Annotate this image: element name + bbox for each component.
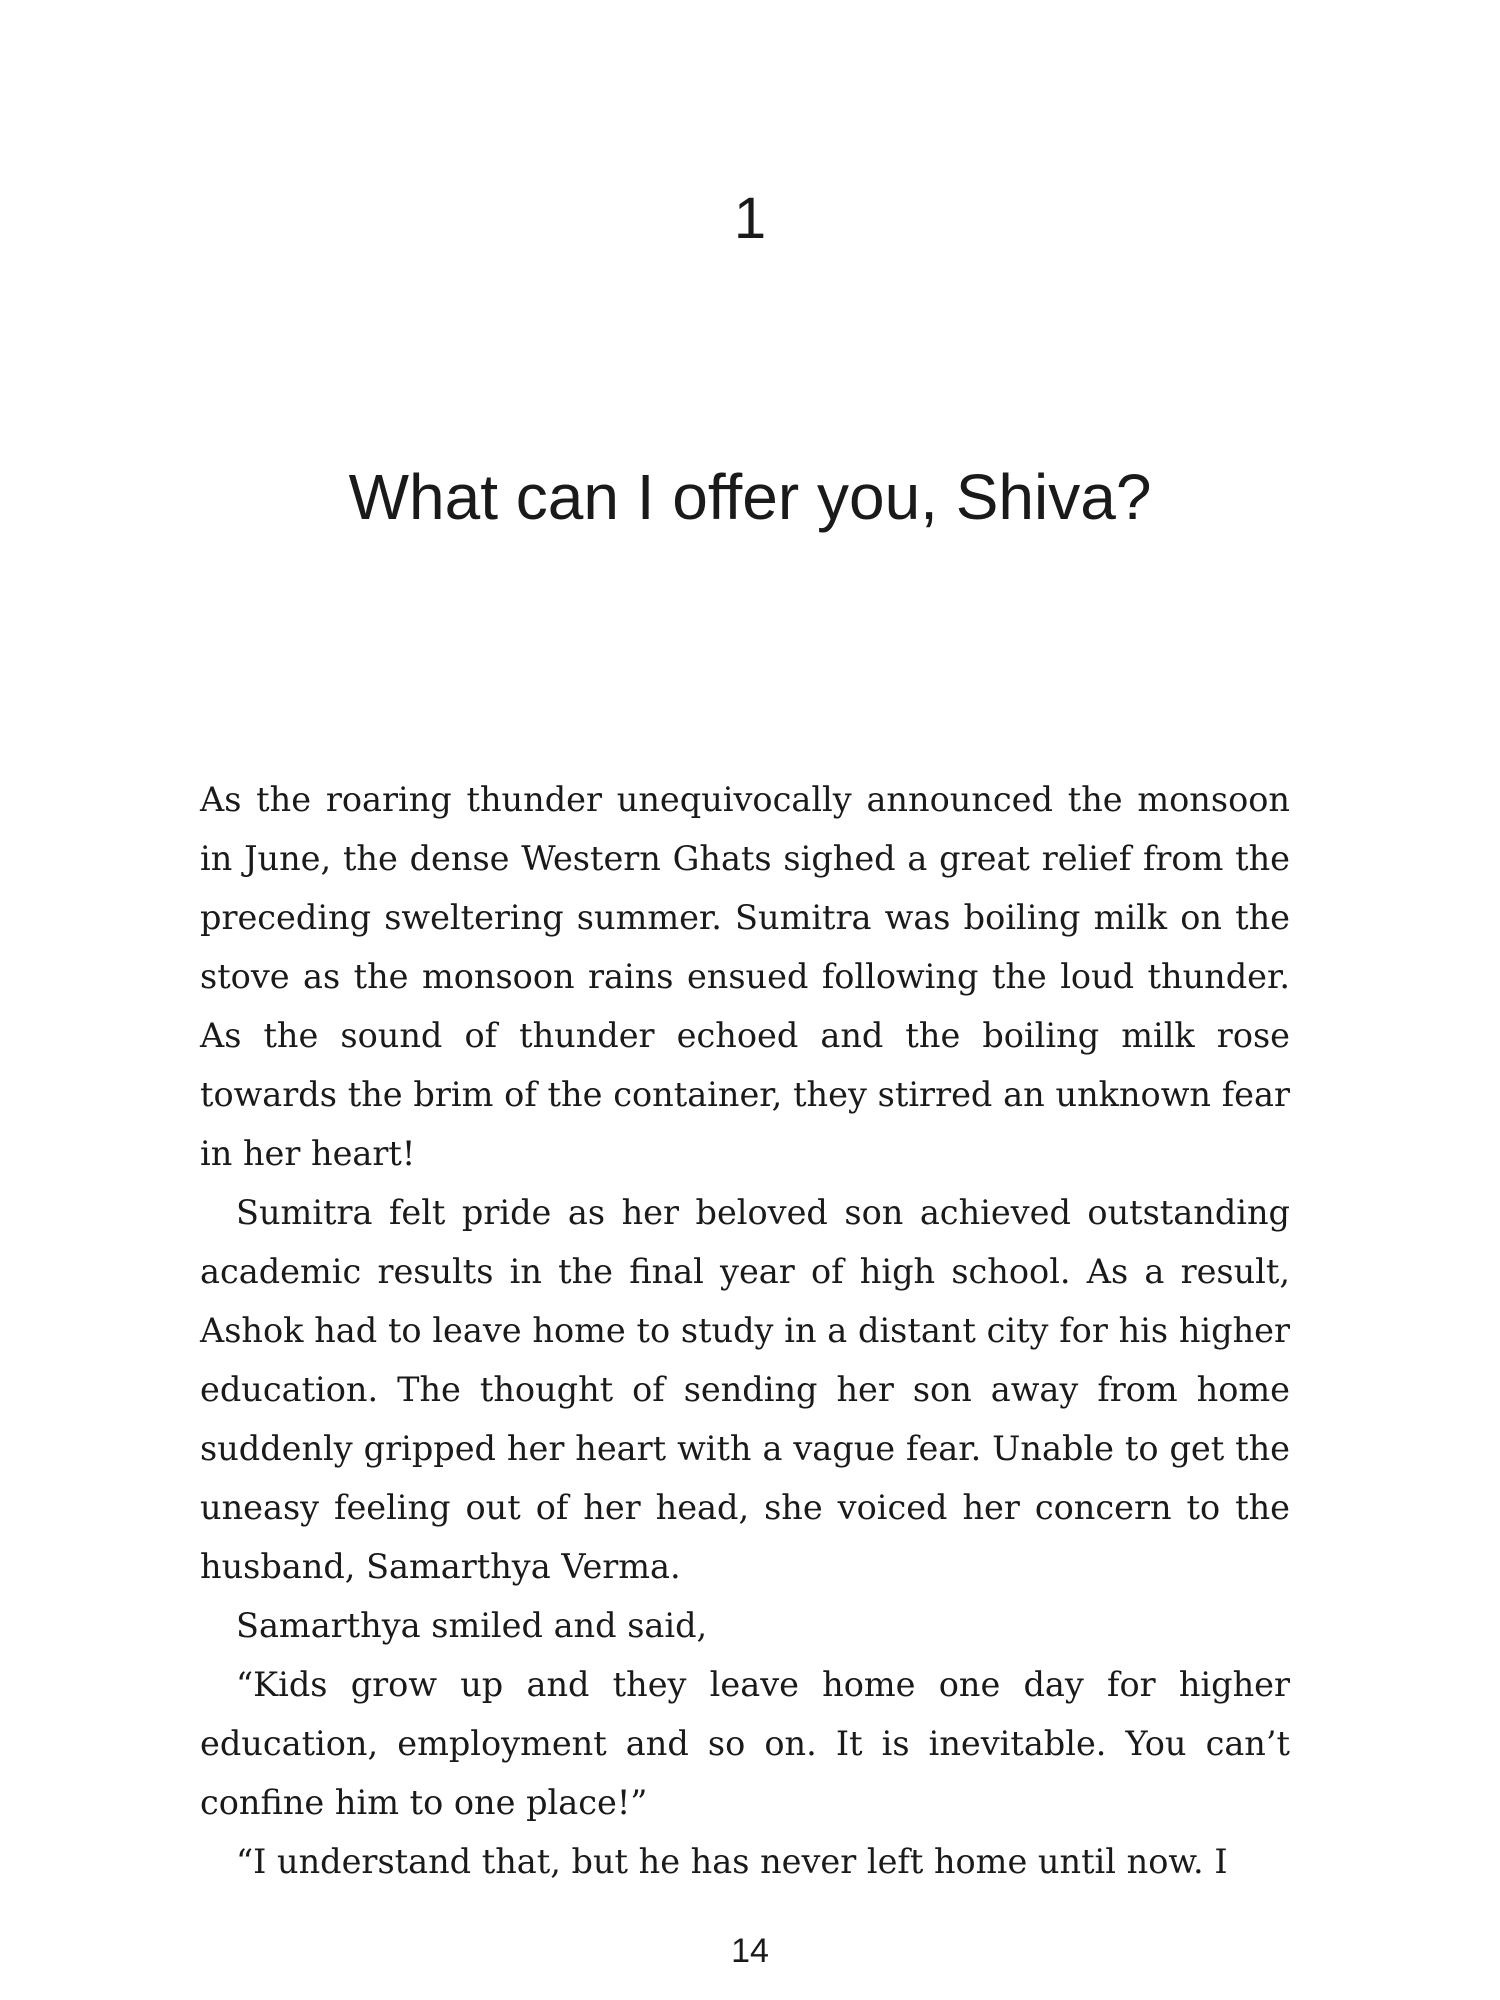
paragraph: “Kids grow up and they leave home one day for higher education, employment and so on. It is inevitable. You can’t confine him to one place!”	[200, 1665, 1290, 1822]
chapter-title: What can I offer you, Shiva?	[348, 461, 1152, 533]
paragraph: “I understand that, but he has never left home until now. I	[236, 1842, 1228, 1881]
paragraph: Samarthya smiled and said,	[236, 1606, 708, 1645]
page-number: 14	[731, 1932, 769, 1970]
paragraph: As the roaring thunder unequivocally announced the monsoon in June, the dense Western Ghats sighed a great relief from the preceding sweltering summer. Sumitra was boiling milk on the stove as the monsoon rains ensued following the loud thunder. As the sound of thunder echoed and the boiling milk rose towards the brim of the container, they stirred an unknown fear in her heart!	[200, 780, 1290, 1173]
chapter-body	[200, 770, 1290, 1891]
chapter-number: 1	[733, 186, 767, 251]
paragraph: Sumitra felt pride as her beloved son achieved outstanding academic results in the final year of high school. As a result, Ashok had to leave home to study in a distant city for his higher education. The thought of sending her son away from home suddenly gripped her heart with a vague fear. Unable to get the uneasy feeling out of her head, she voiced her concern to the husband, Samarthya Verma.	[200, 1193, 1290, 1586]
